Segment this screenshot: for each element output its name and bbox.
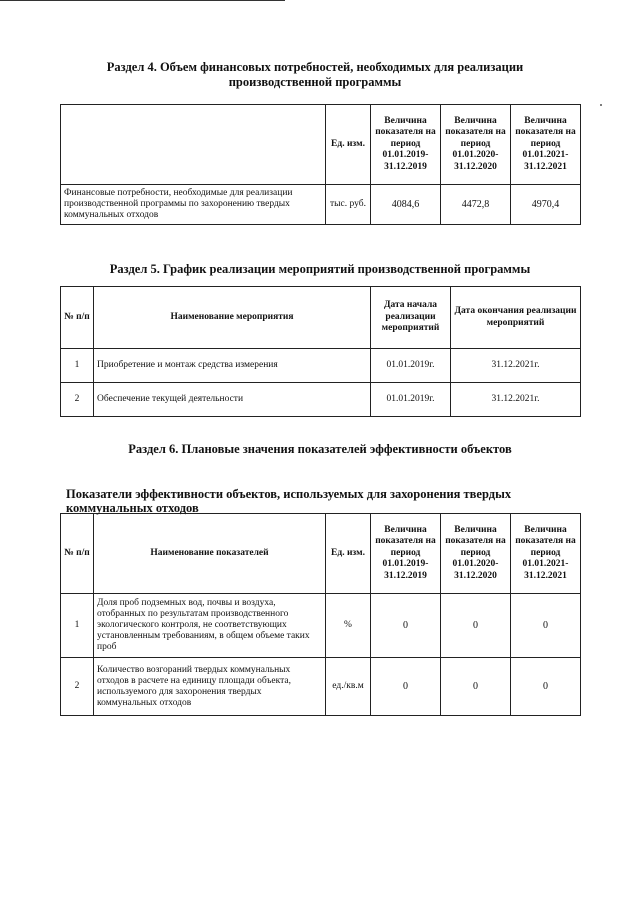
section6-header-num: № п/п <box>61 514 94 594</box>
section4-row-2020: 4472,8 <box>441 185 511 225</box>
section6-header-2020: Величина показателя на период 01.01.2020-31.12.2020 <box>441 514 511 594</box>
section6-header-2021: Величина показателя на период 01.01.2021-31.12.2021 <box>511 514 581 594</box>
section6-table <box>60 513 581 716</box>
section6-header-row <box>61 514 581 594</box>
section6-row-2020: 0 <box>441 594 511 658</box>
section6-row-unit: % <box>326 594 371 658</box>
table-row <box>61 594 581 658</box>
section4-header-2020: Величина показателя на период 01.01.2020-31.12.2020 <box>441 105 511 185</box>
section6-row-num: 2 <box>61 658 94 716</box>
section5-row-name: Приобретение и монтаж средства измерения <box>94 349 371 383</box>
section6-row-num: 1 <box>61 594 94 658</box>
section6-header-name: Наименование показателей <box>94 514 326 594</box>
section5-header-end: Дата окончания реализации мероприятий <box>451 287 581 349</box>
section5-row-num: 1 <box>61 349 94 383</box>
section4-header-2021: Величина показателя на период 01.01.2021-31.12.2021 <box>511 105 581 185</box>
section5-row-name: Обеспечение текущей деятельности <box>94 383 371 417</box>
section6-subtitle: Показатели эффективности объектов, используемых для захоронения твердых коммунальных отходов <box>66 487 512 515</box>
section4-row-name: Финансовые потребности, необходимые для реализации производственной программы по захоронению твердых коммунальных отходов <box>61 185 326 225</box>
section5-title: Раздел 5. График реализации мероприятий производственной программы <box>109 262 531 276</box>
section5-row-start: 01.01.2019г. <box>371 349 451 383</box>
section6-row-2020: 0 <box>441 658 511 716</box>
section6-row-name: Количество возгораний твердых коммунальных отходов в расчете на единицу площади объекта, используемого для захоронения твердых коммунальных отходов <box>94 658 326 716</box>
section5-header-num: № п/п <box>61 287 94 349</box>
section6-row-unit: ед./кв.м <box>326 658 371 716</box>
section6-row-2019: 0 <box>371 658 441 716</box>
top-rule <box>0 0 285 1</box>
section5-header-start: Дата начала реализации мероприятий <box>371 287 451 349</box>
section5-header-name: Наименование мероприятия <box>94 287 371 349</box>
section6-row-2019: 0 <box>371 594 441 658</box>
section6-title: Раздел 6. Плановые значения показателей эффективности объектов <box>128 442 512 456</box>
section4-header-row <box>61 105 581 185</box>
table-row <box>61 349 581 383</box>
section4-table <box>60 104 581 225</box>
section4-header-name <box>61 105 326 185</box>
table-row <box>61 383 581 417</box>
table-row <box>61 658 581 716</box>
section6-row-2021: 0 <box>511 594 581 658</box>
section4-row-2021: 4970,4 <box>511 185 581 225</box>
section6-row-2021: 0 <box>511 658 581 716</box>
section4-title: Раздел 4. Объем финансовых потребностей, необходимых для реализации производственной программы <box>106 60 524 89</box>
section4-header-2019: Величина показателя на период 01.01.2019-31.12.2019 <box>371 105 441 185</box>
section6-row-name: Доля проб подземных вод, почвы и воздуха, отобранных по результатам производственного экологического контроля, не соответствующих установленным требованиям, в общем объеме таких проб <box>94 594 326 658</box>
section6-header-unit: Ед. изм. <box>326 514 371 594</box>
section5-header-row <box>61 287 581 349</box>
section6-header-2019: Величина показателя на период 01.01.2019-31.12.2019 <box>371 514 441 594</box>
section5-table <box>60 286 581 417</box>
section4-header-unit: Ед. изм. <box>326 105 371 185</box>
section5-row-num: 2 <box>61 383 94 417</box>
section5-row-end: 31.12.2021г. <box>451 383 581 417</box>
section4-row-unit: тыс. руб. <box>326 185 371 225</box>
table-row <box>61 185 581 225</box>
section4-row-2019: 4084,6 <box>371 185 441 225</box>
scan-speck <box>600 104 602 106</box>
section5-row-end: 31.12.2021г. <box>451 349 581 383</box>
section5-row-start: 01.01.2019г. <box>371 383 451 417</box>
